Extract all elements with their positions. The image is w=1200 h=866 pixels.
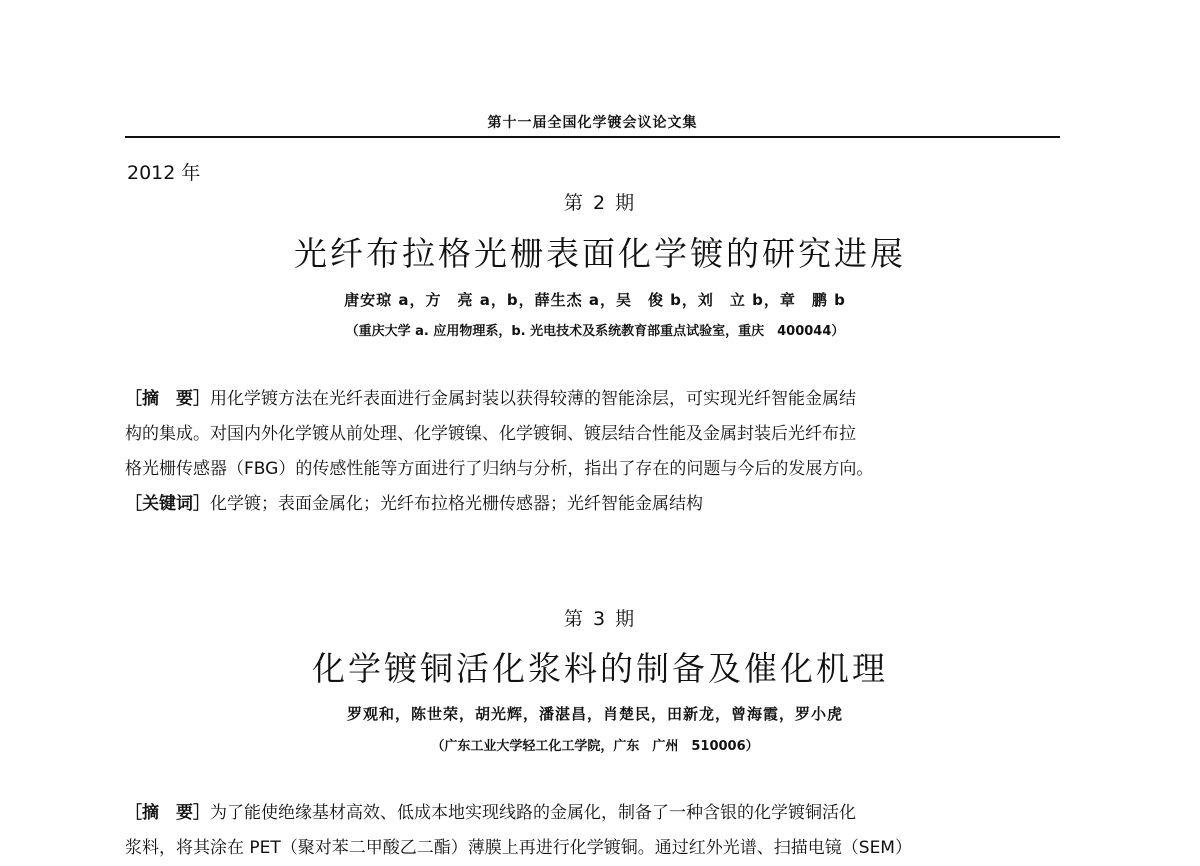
keywords-text: 化学镀；表面金属化；光纤布拉格光栅传感器；光纤智能金属结构 [210, 494, 703, 514]
abstract-line: 浆料，将其涂在 PET（聚对苯二甲酸乙二酯）薄膜上再进行化学镀铜。通过红外光谱、扫描电镜（SEM） [125, 838, 912, 858]
abstract-line: ［摘 要］为了能使绝缘基材高效、低成本地实现线路的金属化，制备了一种含银的化学镀铜活化 [125, 803, 856, 823]
article-affiliation: （广东工业大学轻工化工学院，广东 广州 510006） [431, 739, 759, 754]
article-title: 化学镀铜活化浆料的制备及催化机理 [312, 649, 888, 688]
abstract-line: 格光栅传感器（FBG）的传感性能等方面进行了归纳与分析，指出了存在的问题与今后的发展方向。 [125, 459, 874, 479]
article-title: 光纤布拉格光栅表面化学镀的研究进展 [294, 234, 906, 273]
keywords-line [125, 487, 1065, 522]
abstract-tag: ［摘 要］ [125, 803, 210, 823]
abstract-line: ［摘 要］用化学镀方法在光纤表面进行金属封装以获得较薄的智能涂层，可实现光纤智能金属结 [125, 389, 856, 409]
header-rule [125, 136, 1060, 138]
issue-label: 第 2 期 [563, 192, 637, 214]
article-affiliation: （重庆大学 a. 应用物理系，b. 光电技术及系统教育部重点试验室，重庆 400044） [345, 324, 845, 339]
abstract-line: 构的集成。对国内外化学镀从前处理、化学镀镍、化学镀铜、镀层结合性能及金属封装后光纤布拉 [125, 424, 856, 444]
article-authors: 唐安琼 a，方 亮 a，b，薛生杰 a，吴 俊 b，刘 立 b，章 鹏 b [344, 291, 846, 309]
year-label: 2012 年 [127, 162, 201, 184]
abstract-tag: ［摘 要］ [125, 389, 210, 409]
keywords-tag: ［关键词］ [125, 494, 210, 514]
abstract-block [125, 796, 1065, 866]
running-head: 第十一届全国化学镀会议论文集 [487, 115, 698, 131]
article-authors: 罗观和，陈世荣，胡光辉，潘湛昌，肖楚民，田新龙，曾海霞，罗小虎 [346, 705, 843, 723]
issue-label: 第 3 期 [563, 608, 637, 630]
abstract-block [125, 382, 1065, 522]
